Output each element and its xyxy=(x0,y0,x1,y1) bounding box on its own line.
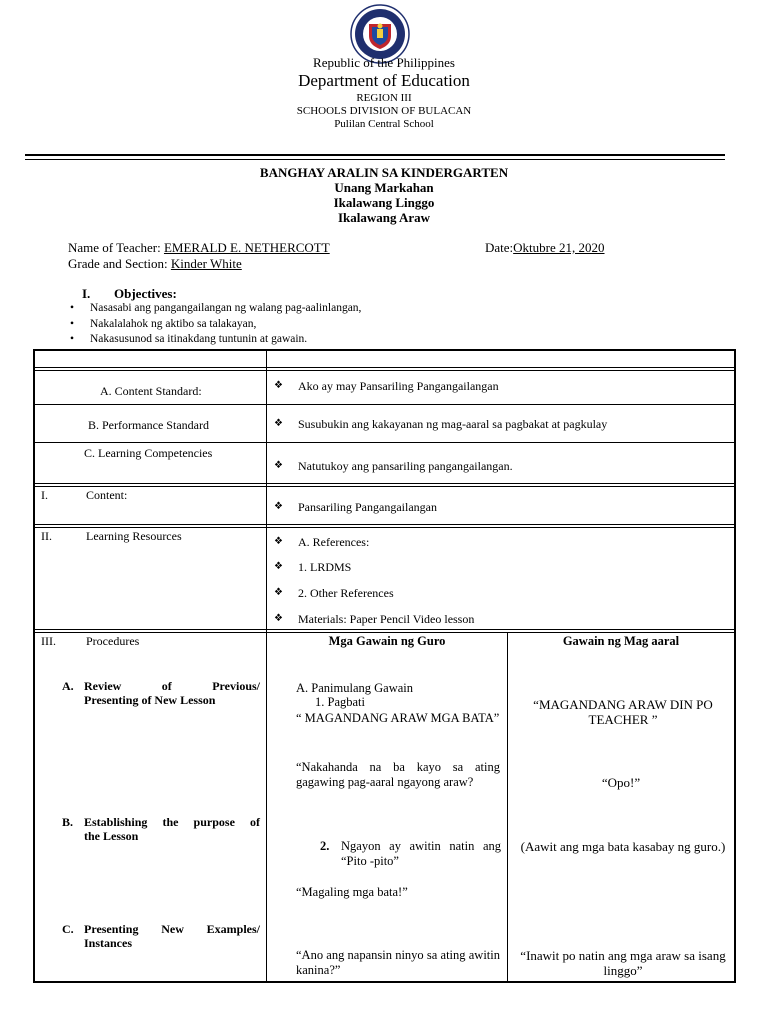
teacher-label: Name of Teacher: xyxy=(68,240,164,255)
step-title-line1: Establishing the purpose of xyxy=(84,815,260,829)
objectives-heading: Objectives: xyxy=(114,286,177,301)
student-answer-opo: “Opo!” xyxy=(601,775,641,790)
learning-competencies-value: ❖ Natutukoy ang pansariling pangangailangan. xyxy=(298,459,513,474)
step-letter: A. xyxy=(62,679,74,693)
student-singing: (Aawit ang mga bata kasabay ng guro.) xyxy=(520,839,726,854)
date-value: Oktubre 21, 2020 xyxy=(513,240,605,255)
step-title-line2: the Lesson xyxy=(84,829,139,843)
plan-title: BANGHAY ARALIN SA KINDERGARTEN xyxy=(259,165,509,180)
republic-line: Republic of the Philippines xyxy=(313,55,455,70)
step-letter: C. xyxy=(62,922,74,936)
header-divider-thin xyxy=(25,159,725,160)
resource-item: ❖ 2. Other References xyxy=(298,586,394,601)
teacher-song-instruction: Ngayon ay awitin natin ang “Pito -pito” xyxy=(341,839,501,868)
grade-label: Grade and Section: xyxy=(68,256,171,271)
objective-item: • Nasasabi ang pangangailangan ng walang pag-aalinlangan, xyxy=(90,301,361,317)
step-title-line2: Instances xyxy=(84,936,133,950)
content-number: I. xyxy=(41,488,48,502)
student-column-header: Gawain ng Mag aaral xyxy=(562,634,680,648)
grade-field xyxy=(68,256,242,272)
objectives-list xyxy=(90,301,361,348)
quarter-line: Unang Markahan xyxy=(334,180,434,195)
division-line: SCHOOLS DIVISION OF BULACAN xyxy=(296,105,472,117)
teacher-question-ready: “Nakahanda na ba kayo sa ating gagawing pag-aaral ngayong araw? xyxy=(296,760,500,789)
step-title-line1: Review of Previous/ xyxy=(84,679,260,693)
date-label: Date: xyxy=(485,240,514,255)
teacher-value: EMERALD E. NETHERCOTT xyxy=(163,240,330,255)
resource-item: ❖ Materials: Paper Pencil Video lesson xyxy=(298,612,474,627)
pagbati-heading: 1. Pagbati xyxy=(315,695,365,709)
content-label: Content: xyxy=(86,488,128,502)
content-standard-label: A. Content Standard: xyxy=(100,384,202,398)
teacher-praise: “Magaling mga bata!” xyxy=(296,885,408,899)
student-greeting: “MAGANDANG ARAW DIN PO TEACHER ” xyxy=(533,697,713,727)
header-divider-thick xyxy=(25,154,725,156)
resource-item: ❖ A. References: xyxy=(298,535,369,550)
teacher-question-song: “Ano ang napansin ninyo sa ating awitin kanina?” xyxy=(296,948,500,977)
teacher-column-header: Mga Gawain ng Guro xyxy=(328,634,446,648)
objectives-number: I. xyxy=(82,286,91,301)
panimulang-gawain-heading: A. Panimulang Gawain xyxy=(296,681,413,695)
step-title-line1: Presenting New Examples/ xyxy=(84,922,260,936)
performance-standard-value: ❖ Susubukin ang kakayanan ng mag-aaral sa pagbakat at pagkulay xyxy=(298,417,607,432)
step-letter: B. xyxy=(62,815,74,829)
teacher-field xyxy=(68,240,330,256)
week-line: Ikalawang Linggo xyxy=(333,195,435,210)
procedures-number: III. xyxy=(41,634,56,648)
resource-item: ❖ 1. LRDMS xyxy=(298,560,351,575)
date-field xyxy=(485,240,605,256)
student-answer-days: “Inawit po natin ang mga araw sa isang linggo” xyxy=(520,948,726,978)
learning-resources-label: Learning Resources xyxy=(86,529,182,543)
procedures-label: Procedures xyxy=(86,634,140,648)
day-line: Ikalawang Araw xyxy=(337,210,431,225)
school-line: Pulilan Central School xyxy=(334,118,434,130)
department-name: Department of Education xyxy=(298,71,470,90)
grade-value: Kinder White xyxy=(170,256,242,271)
teacher-step2-number: 2. xyxy=(320,839,330,853)
region-line: REGION III xyxy=(356,92,412,104)
teacher-greeting: “ MAGANDANG ARAW MGA BATA” xyxy=(296,711,500,725)
objective-item: • Nakalalahok ng aktibo sa talakayan, xyxy=(90,317,361,333)
step-title-line2: Presenting of New Lesson xyxy=(84,693,216,707)
objective-item: • Nakasusunod sa itinakdang tuntunin at gawain. xyxy=(90,332,361,348)
learning-competencies-label: C. Learning Competencies xyxy=(84,446,213,460)
learning-resources-number: II. xyxy=(41,529,52,543)
performance-standard-label: B. Performance Standard xyxy=(88,418,209,432)
content-standard-value: ❖ Ako ay may Pansariling Pangangailangan xyxy=(298,379,499,394)
content-value: ❖ Pansariling Pangangailangan xyxy=(298,500,437,515)
